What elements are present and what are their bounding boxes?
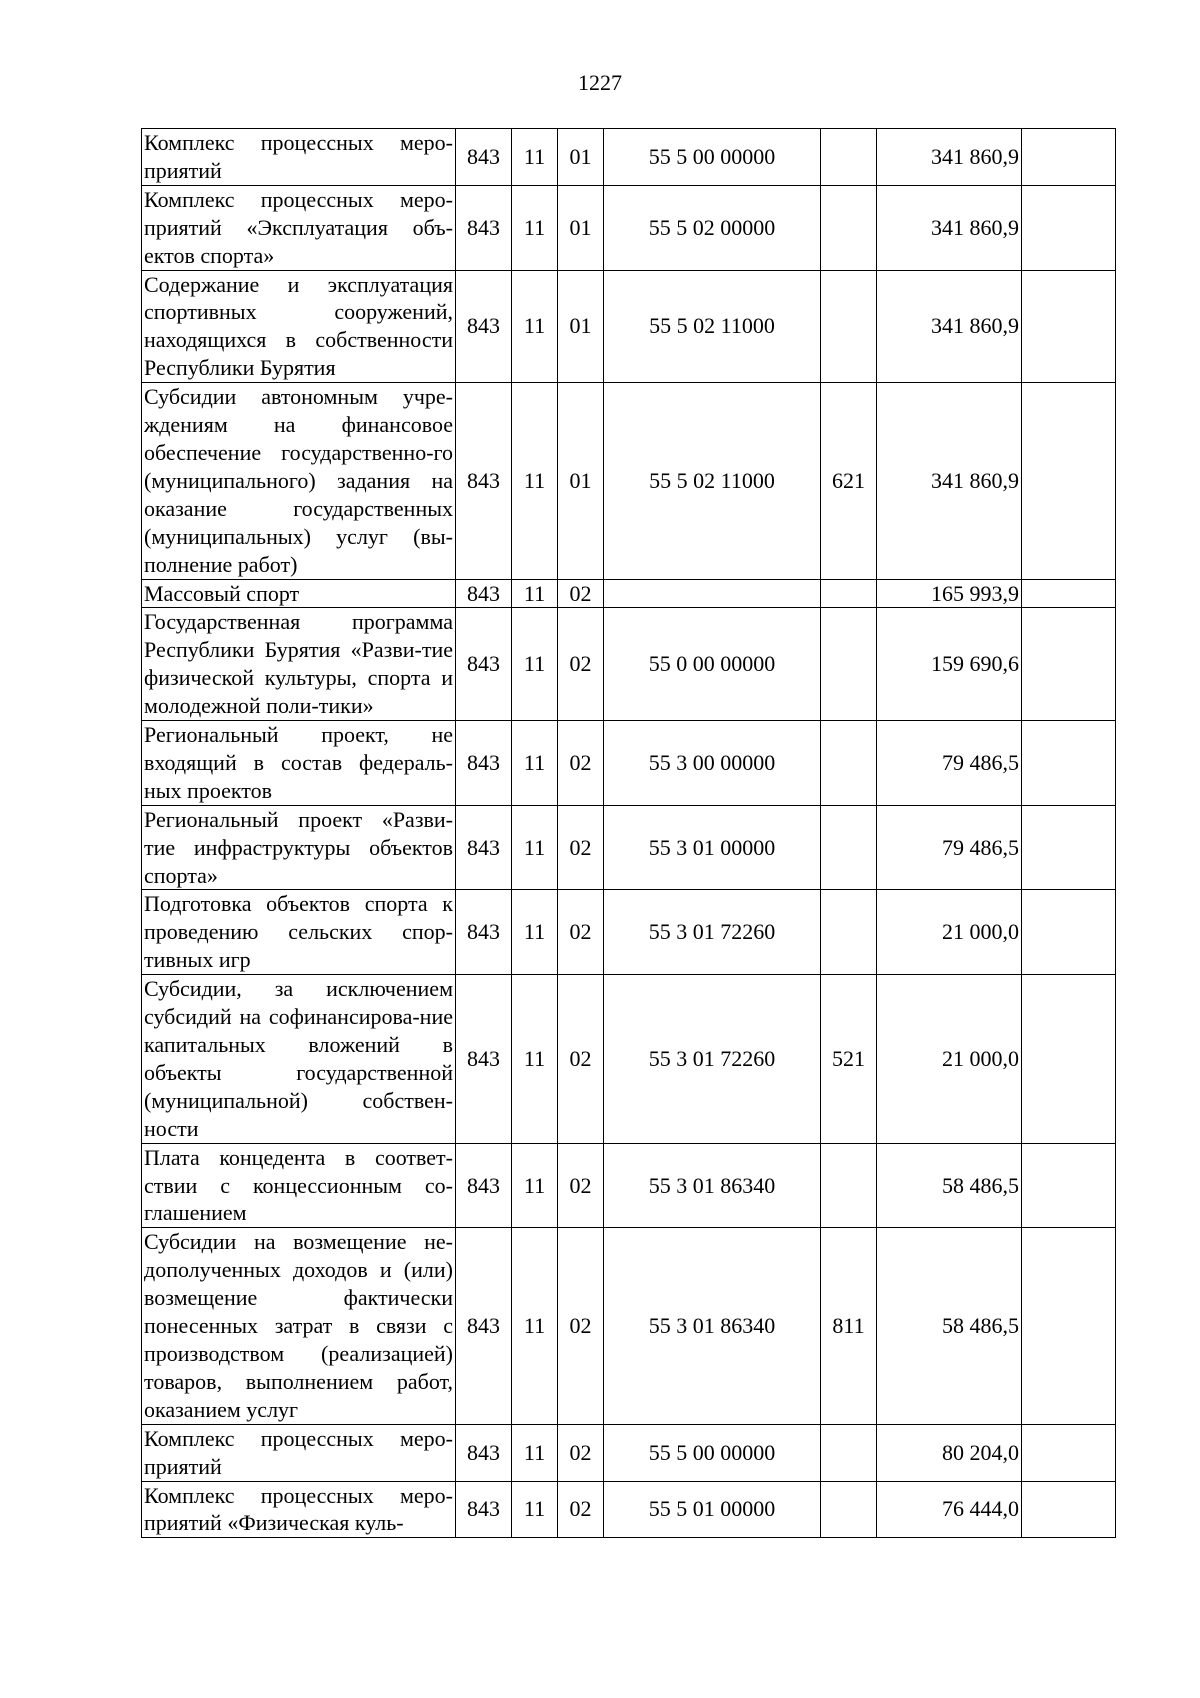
page-number: 1227 [578, 70, 622, 95]
row-section-cell: 11 [512, 185, 558, 270]
row-target-article-cell: 55 3 01 72260 [604, 890, 821, 975]
row-expense-type-cell [821, 185, 877, 270]
row-subsection-cell: 02 [558, 579, 604, 608]
row-subsection-cell: 02 [558, 1228, 604, 1424]
row-admin-code-cell: 843 [456, 185, 512, 270]
row-extra-cell [1022, 1143, 1116, 1228]
row-name-cell: Комплекс процессных меро-приятий [142, 129, 456, 186]
row-extra-cell [1022, 579, 1116, 608]
row-extra-cell [1022, 1481, 1116, 1538]
row-section-cell: 11 [512, 890, 558, 975]
row-target-article-cell: 55 5 02 11000 [604, 383, 821, 579]
row-admin-code-cell: 843 [456, 383, 512, 579]
row-admin-code-cell: 843 [456, 270, 512, 383]
row-subsection-cell: 02 [558, 975, 604, 1143]
row-extra-cell [1022, 608, 1116, 721]
table-row [142, 1143, 1116, 1228]
table-row [142, 805, 1116, 890]
row-subsection-cell: 02 [558, 721, 604, 806]
row-section-cell: 11 [512, 805, 558, 890]
row-target-article-cell: 55 5 02 11000 [604, 270, 821, 383]
row-subsection-cell: 02 [558, 1481, 604, 1538]
row-name-cell: Субсидии на возмещение не-дополученных доходов и (или) возмещение фактически понесенных затрат в связи с производством (реализацией) товаров, выполнением работ, оказанием услуг [142, 1228, 456, 1424]
row-amount-cell: 341 860,9 [877, 185, 1022, 270]
row-expense-type-cell: 811 [821, 1228, 877, 1424]
row-admin-code-cell: 843 [456, 805, 512, 890]
row-amount-cell: 58 486,5 [877, 1228, 1022, 1424]
table-row [142, 890, 1116, 975]
row-name-cell: Массовый спорт [142, 579, 456, 608]
row-section-cell: 11 [512, 1228, 558, 1424]
row-admin-code-cell: 843 [456, 579, 512, 608]
row-target-article-cell: 55 3 01 86340 [604, 1228, 821, 1424]
row-subsection-cell: 02 [558, 890, 604, 975]
row-extra-cell [1022, 721, 1116, 806]
row-subsection-cell: 01 [558, 129, 604, 186]
row-amount-cell: 79 486,5 [877, 721, 1022, 806]
row-extra-cell [1022, 1424, 1116, 1481]
row-expense-type-cell [821, 608, 877, 721]
row-expense-type-cell [821, 270, 877, 383]
row-name-cell: Субсидии, за исключением субсидий на софинансирова-ние капитальных вложений в объекты государственной (муниципальной) собствен-ности [142, 975, 456, 1143]
row-name-cell: Комплекс процессных меро-приятий «Физическая куль- [142, 1481, 456, 1538]
row-admin-code-cell: 843 [456, 1424, 512, 1481]
row-amount-cell: 159 690,6 [877, 608, 1022, 721]
row-extra-cell [1022, 383, 1116, 579]
table-row [142, 579, 1116, 608]
row-section-cell: 11 [512, 1481, 558, 1538]
table-row [142, 129, 1116, 186]
row-admin-code-cell: 843 [456, 890, 512, 975]
row-name-cell: Государственная программа Республики Бурятия «Разви-тие физической культуры, спорта и молодежной поли-тики» [142, 608, 456, 721]
row-subsection-cell: 01 [558, 185, 604, 270]
row-section-cell: 11 [512, 721, 558, 806]
table-row [142, 185, 1116, 270]
row-extra-cell [1022, 185, 1116, 270]
row-expense-type-cell [821, 129, 877, 186]
table-row [142, 1481, 1116, 1538]
table-row [142, 608, 1116, 721]
row-subsection-cell: 02 [558, 805, 604, 890]
row-section-cell: 11 [512, 608, 558, 721]
row-expense-type-cell [821, 721, 877, 806]
row-section-cell: 11 [512, 1143, 558, 1228]
row-subsection-cell: 02 [558, 1143, 604, 1228]
row-target-article-cell: 55 5 02 00000 [604, 185, 821, 270]
row-target-article-cell: 55 3 01 00000 [604, 805, 821, 890]
row-section-cell: 11 [512, 129, 558, 186]
row-extra-cell [1022, 805, 1116, 890]
row-admin-code-cell: 843 [456, 975, 512, 1143]
budget-table-body [142, 129, 1116, 1538]
row-target-article-cell: 55 3 01 86340 [604, 1143, 821, 1228]
row-target-article-cell: 55 5 01 00000 [604, 1481, 821, 1538]
row-admin-code-cell: 843 [456, 608, 512, 721]
row-target-article-cell: 55 5 00 00000 [604, 129, 821, 186]
row-amount-cell: 341 860,9 [877, 383, 1022, 579]
row-name-cell: Плата концедента в соответ-ствии с концессионным со-глашением [142, 1143, 456, 1228]
row-admin-code-cell: 843 [456, 1481, 512, 1538]
table-row [142, 721, 1116, 806]
row-target-article-cell: 55 0 00 00000 [604, 608, 821, 721]
row-name-cell: Содержание и эксплуатация спортивных сооружений, находящихся в собственности Республики Бурятия [142, 270, 456, 383]
row-amount-cell: 80 204,0 [877, 1424, 1022, 1481]
row-amount-cell: 21 000,0 [877, 890, 1022, 975]
row-section-cell: 11 [512, 975, 558, 1143]
row-admin-code-cell: 843 [456, 1228, 512, 1424]
row-subsection-cell: 01 [558, 270, 604, 383]
row-target-article-cell: 55 5 00 00000 [604, 1424, 821, 1481]
row-amount-cell: 58 486,5 [877, 1143, 1022, 1228]
row-expense-type-cell: 521 [821, 975, 877, 1143]
row-name-cell: Региональный проект, не входящий в состав федераль-ных проектов [142, 721, 456, 806]
table-row [142, 1228, 1116, 1424]
table-row [142, 1424, 1116, 1481]
row-extra-cell [1022, 1228, 1116, 1424]
row-name-cell: Подготовка объектов спорта к проведению сельских спор-тивных игр [142, 890, 456, 975]
row-amount-cell: 79 486,5 [877, 805, 1022, 890]
row-amount-cell: 341 860,9 [877, 270, 1022, 383]
row-admin-code-cell: 843 [456, 1143, 512, 1228]
row-extra-cell [1022, 975, 1116, 1143]
row-expense-type-cell: 621 [821, 383, 877, 579]
row-extra-cell [1022, 890, 1116, 975]
row-subsection-cell: 02 [558, 608, 604, 721]
row-name-cell: Комплекс процессных меро-приятий [142, 1424, 456, 1481]
row-section-cell: 11 [512, 383, 558, 579]
row-expense-type-cell [821, 1481, 877, 1538]
row-name-cell: Субсидии автономным учре-ждениям на финансовое обеспечение государственно-го (муниципального) задания на оказание государственных (муниципальных) услуг (вы-полнение работ) [142, 383, 456, 579]
row-admin-code-cell: 843 [456, 129, 512, 186]
row-subsection-cell: 01 [558, 383, 604, 579]
row-name-cell: Комплекс процессных меро-приятий «Эксплуатация объ-ектов спорта» [142, 185, 456, 270]
row-expense-type-cell [821, 579, 877, 608]
row-expense-type-cell [821, 1424, 877, 1481]
table-row [142, 383, 1116, 579]
row-section-cell: 11 [512, 270, 558, 383]
row-extra-cell [1022, 270, 1116, 383]
table-row [142, 975, 1116, 1143]
row-target-article-cell: 55 3 01 72260 [604, 975, 821, 1143]
row-amount-cell: 76 444,0 [877, 1481, 1022, 1538]
row-amount-cell: 21 000,0 [877, 975, 1022, 1143]
row-target-article-cell: 55 3 00 00000 [604, 721, 821, 806]
row-expense-type-cell [821, 805, 877, 890]
row-section-cell: 11 [512, 579, 558, 608]
row-name-cell: Региональный проект «Разви-тие инфраструктуры объектов спорта» [142, 805, 456, 890]
row-admin-code-cell: 843 [456, 721, 512, 806]
row-expense-type-cell [821, 1143, 877, 1228]
row-extra-cell [1022, 129, 1116, 186]
table-row [142, 270, 1116, 383]
row-section-cell: 11 [512, 1424, 558, 1481]
row-expense-type-cell [821, 890, 877, 975]
row-amount-cell: 341 860,9 [877, 129, 1022, 186]
row-subsection-cell: 02 [558, 1424, 604, 1481]
budget-table [141, 128, 1116, 1538]
row-target-article-cell [604, 579, 821, 608]
row-amount-cell: 165 993,9 [877, 579, 1022, 608]
